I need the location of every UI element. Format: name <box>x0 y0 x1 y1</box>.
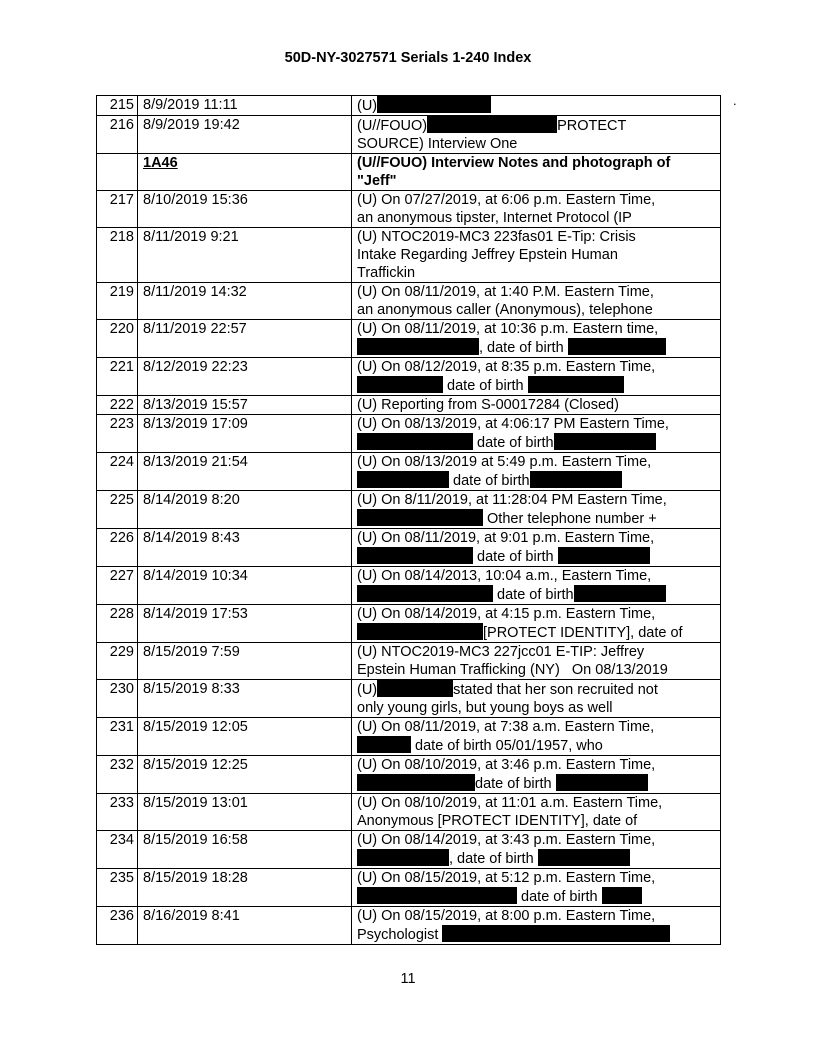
description-line: date of birth <box>453 473 530 489</box>
serial-number: 220 <box>97 320 138 358</box>
serial-number <box>97 154 138 191</box>
description-line: (U) On 07/27/2019, at 6:06 p.m. Eastern Time, <box>357 192 656 208</box>
serial-date: 8/15/2019 16:58 <box>138 831 352 869</box>
redaction-block <box>357 849 449 866</box>
description-line: (U//FOUO) <box>357 118 428 134</box>
serial-number: 221 <box>97 358 138 396</box>
table-row <box>97 794 721 831</box>
serial-number: 235 <box>97 869 138 907</box>
redaction-block <box>538 849 630 866</box>
redaction-block <box>554 433 656 450</box>
serial-description <box>352 96 721 116</box>
description-line: (U) On 08/10/2019, at 3:46 p.m. Eastern Time, <box>357 757 656 773</box>
serial-description <box>352 228 721 283</box>
redaction-block <box>357 623 483 640</box>
table-row <box>97 605 721 643</box>
description-line: (U) On 08/12/2019, at 8:35 p.m. Eastern Time, <box>357 359 656 375</box>
serial-description <box>352 453 721 491</box>
serial-date: 8/11/2019 14:32 <box>138 283 352 320</box>
table-row <box>97 228 721 283</box>
redaction-block <box>602 887 642 904</box>
serial-date: 8/10/2019 15:36 <box>138 191 352 228</box>
description-line: only young girls, but young boys as well <box>357 700 613 716</box>
description-line: (U) On 8/11/2019, at 11:28:04 PM Eastern Time, <box>357 492 667 508</box>
description-line: (U) On 08/11/2019, at 10:36 p.m. Eastern time, <box>357 321 659 337</box>
redaction-block <box>556 774 648 791</box>
description-line: (U) On 08/13/2019, at 4:06:17 PM Eastern Time, <box>357 416 669 432</box>
serial-description <box>352 415 721 453</box>
serial-date: 8/15/2019 7:59 <box>138 643 352 680</box>
table-row <box>97 869 721 907</box>
serial-date: 8/11/2019 22:57 <box>138 320 352 358</box>
description-line: (U) <box>357 98 378 114</box>
redaction-block <box>357 471 449 488</box>
page-number: 11 <box>400 971 416 987</box>
redaction-block <box>357 376 443 393</box>
serial-number: 216 <box>97 116 138 154</box>
serial-number: 229 <box>97 643 138 680</box>
table-row <box>97 680 721 718</box>
serials-index-table <box>96 95 721 945</box>
redaction-block <box>558 547 650 564</box>
description-line: (U) NTOC2019-MC3 223fas01 E-Tip: Crisis <box>357 229 636 245</box>
serial-date: 8/15/2019 8:33 <box>138 680 352 718</box>
serial-number: 223 <box>97 415 138 453</box>
table-row <box>97 756 721 794</box>
serial-description <box>352 869 721 907</box>
redaction-block <box>377 680 453 697</box>
redaction-block <box>357 774 475 791</box>
redaction-block <box>568 338 666 355</box>
description-line: date of birth 05/01/1957, who <box>415 738 603 754</box>
table-row <box>97 567 721 605</box>
serial-date: 8/14/2019 10:34 <box>138 567 352 605</box>
serial-number: 234 <box>97 831 138 869</box>
serial-description <box>352 756 721 794</box>
table-row <box>97 643 721 680</box>
table-row <box>97 320 721 358</box>
serial-number: 230 <box>97 680 138 718</box>
table-row <box>97 453 721 491</box>
serial-description <box>352 831 721 869</box>
table-row <box>97 154 721 191</box>
serial-date: 8/13/2019 21:54 <box>138 453 352 491</box>
description-line: (U) On 08/14/2019, at 3:43 p.m. Eastern Time, <box>357 832 656 848</box>
serial-date: 8/14/2019 8:20 <box>138 491 352 529</box>
description-line: Epstein Human Trafficking (NY) On 08/13/2019 <box>357 662 668 678</box>
table-row <box>97 358 721 396</box>
serial-number: 231 <box>97 718 138 756</box>
table-row <box>97 907 721 945</box>
serial-date: 8/15/2019 12:05 <box>138 718 352 756</box>
redaction-block <box>377 96 491 113</box>
redaction-block <box>427 116 557 133</box>
redaction-block <box>357 338 479 355</box>
serial-description <box>352 191 721 228</box>
serial-date: 8/15/2019 12:25 <box>138 756 352 794</box>
description-line: [PROTECT IDENTITY], date of <box>483 625 683 641</box>
serial-date: 8/11/2019 9:21 <box>138 228 352 283</box>
description-line: Traffickin <box>357 265 416 281</box>
description-line: date of birth <box>497 587 574 603</box>
description-line: (U) On 08/14/2019, at 4:15 p.m. Eastern Time, <box>357 606 656 622</box>
redaction-block <box>530 471 622 488</box>
description-line: (U) On 08/11/2019, at 1:40 P.M. Eastern Time, <box>357 284 654 300</box>
description-line: (U) <box>357 682 378 698</box>
redaction-block <box>357 547 473 564</box>
redaction-block <box>357 509 483 526</box>
serial-number: 219 <box>97 283 138 320</box>
serial-description <box>352 358 721 396</box>
serial-date: 1A46 <box>138 154 352 191</box>
margin-mark: . <box>733 93 737 108</box>
serial-description <box>352 154 721 191</box>
table-row <box>97 831 721 869</box>
description-line: Other telephone number + <box>487 511 657 527</box>
description-line: an anonymous tipster, Internet Protocol (IP <box>357 210 632 226</box>
serial-description <box>352 567 721 605</box>
table-row <box>97 283 721 320</box>
description-line: SOURCE) Interview One <box>357 136 518 152</box>
serial-description <box>352 680 721 718</box>
redaction-block <box>442 925 670 942</box>
table-row <box>97 529 721 567</box>
serial-description <box>352 794 721 831</box>
serial-date: 8/12/2019 22:23 <box>138 358 352 396</box>
serial-number: 217 <box>97 191 138 228</box>
description-line: (U) On 08/15/2019, at 8:00 p.m. Eastern Time, <box>357 908 656 924</box>
serial-number: 225 <box>97 491 138 529</box>
description-line: (U) On 08/14/2013, 10:04 a.m., Eastern Time, <box>357 568 652 584</box>
description-line: (U) NTOC2019-MC3 227jcc01 E-TIP: Jeffrey <box>357 644 645 660</box>
serial-description <box>352 283 721 320</box>
serial-description <box>352 529 721 567</box>
serial-number: 215 <box>97 96 138 116</box>
description-line: (U) On 08/11/2019, at 7:38 a.m. Eastern Time, <box>357 719 655 735</box>
serial-description <box>352 907 721 945</box>
serial-description <box>352 491 721 529</box>
description-line: (U//FOUO) Interview Notes and photograph of <box>357 155 671 171</box>
serial-number: 228 <box>97 605 138 643</box>
redaction-block <box>528 376 624 393</box>
description-line: (U) On 08/15/2019, at 5:12 p.m. Eastern Time, <box>357 870 656 886</box>
table-row <box>97 191 721 228</box>
serial-date: 8/15/2019 18:28 <box>138 869 352 907</box>
serial-date: 8/14/2019 17:53 <box>138 605 352 643</box>
redaction-block <box>574 585 666 602</box>
description-line: Psychologist <box>357 927 439 943</box>
description-line: Anonymous [PROTECT IDENTITY], date of <box>357 813 638 829</box>
serial-date: 8/16/2019 8:41 <box>138 907 352 945</box>
redaction-block <box>357 585 493 602</box>
description-line: stated that her son recruited not <box>453 682 658 698</box>
serial-number: 222 <box>97 396 138 415</box>
redaction-block <box>357 433 473 450</box>
table-row <box>97 396 721 415</box>
serial-number: 232 <box>97 756 138 794</box>
table-row <box>97 491 721 529</box>
description-line: date of birth <box>447 378 524 394</box>
table-row <box>97 96 721 116</box>
description-line: "Jeff" <box>357 173 397 189</box>
redaction-block <box>357 736 411 753</box>
description-line: (U) On 08/10/2019, at 11:01 a.m. Eastern Time, <box>357 795 663 811</box>
description-line: (U) On 08/13/2019 at 5:49 p.m. Eastern Time, <box>357 454 652 470</box>
serial-number: 236 <box>97 907 138 945</box>
serial-description <box>352 643 721 680</box>
table-row <box>97 415 721 453</box>
serial-description <box>352 116 721 154</box>
description-line: date of birth <box>477 435 554 451</box>
description-line: date of birth <box>475 776 552 792</box>
description-line: (U) On 08/11/2019, at 9:01 p.m. Eastern Time, <box>357 530 655 546</box>
serial-number: 224 <box>97 453 138 491</box>
description-line: , date of birth <box>479 340 564 356</box>
redaction-block <box>357 887 517 904</box>
serial-date: 8/14/2019 8:43 <box>138 529 352 567</box>
serial-number: 227 <box>97 567 138 605</box>
serial-description <box>352 320 721 358</box>
document-title: 50D-NY-3027571 Serials 1-240 Index <box>284 50 532 66</box>
serial-description <box>352 396 721 415</box>
description-line: , date of birth <box>449 851 534 867</box>
description-line: PROTECT <box>557 118 627 134</box>
serial-date: 8/9/2019 11:11 <box>138 96 352 116</box>
table-row <box>97 116 721 154</box>
description-line: (U) Reporting from S-00017284 (Closed) <box>357 397 619 413</box>
description-line: Intake Regarding Jeffrey Epstein Human <box>357 247 618 263</box>
table-row <box>97 718 721 756</box>
serial-description <box>352 718 721 756</box>
serial-number: 218 <box>97 228 138 283</box>
serial-number: 226 <box>97 529 138 567</box>
description-line: date of birth <box>521 889 598 905</box>
serial-date: 8/13/2019 17:09 <box>138 415 352 453</box>
serial-date: 8/15/2019 13:01 <box>138 794 352 831</box>
description-line: date of birth <box>477 549 554 565</box>
serial-date: 8/13/2019 15:57 <box>138 396 352 415</box>
serial-description <box>352 605 721 643</box>
description-line: an anonymous caller (Anonymous), telephone <box>357 302 653 318</box>
serial-number: 233 <box>97 794 138 831</box>
serial-date: 8/9/2019 19:42 <box>138 116 352 154</box>
